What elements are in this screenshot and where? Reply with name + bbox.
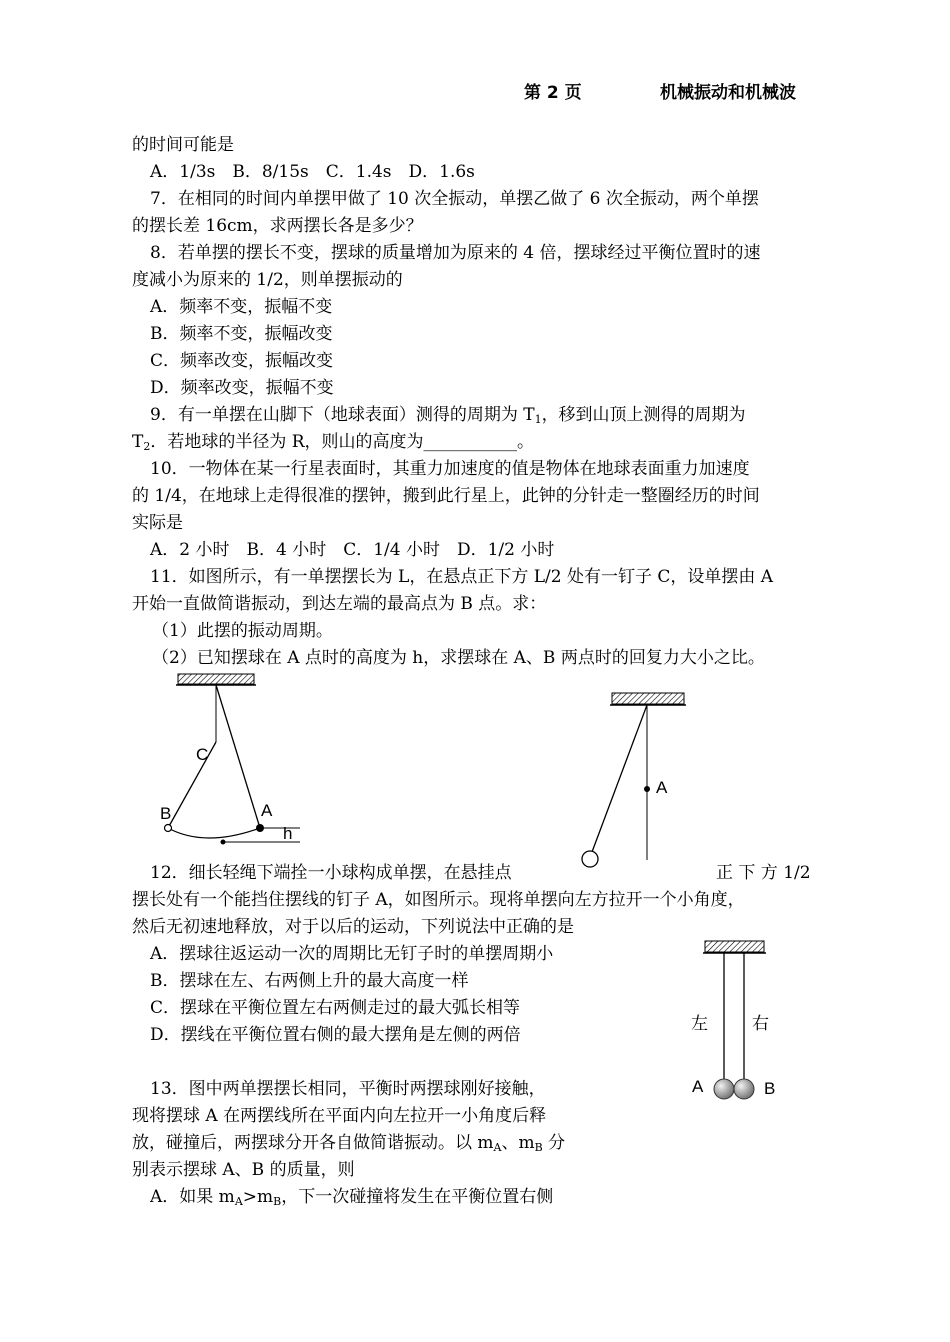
q12-line1b: 正 下 方 1/2 [716, 863, 811, 883]
ceiling-hatch [612, 693, 684, 704]
label-right: 右 [752, 1014, 769, 1034]
q11-line1: 11．如图所示，有一单摆摆长为 L，在悬点正下方 L/2 处有一钉子 C，设单摆由 A [150, 567, 774, 587]
q8-option-b: B．频率不变，振幅改变 [150, 324, 333, 344]
figure-pendulum-nail-a [575, 688, 695, 874]
label-ball-b: B [764, 1079, 776, 1098]
q7-line1: 7．在相同的时间内单摆甲做了 10 次全振动，单摆乙做了 6 次全振动，两个单摆 [150, 189, 759, 209]
q12-line3: 然后无初速地释放，对于以后的运动，下列说法中正确的是 [132, 917, 574, 937]
q12-option-c: C．摆球在平衡位置左右两侧走过的最大弧长相等 [150, 998, 521, 1018]
q9-line2: $T_2$．若地球的半径为 R，则山的高度为___________。 [132, 432, 535, 453]
ceiling-hatch [705, 941, 764, 952]
q11-line2: 开始一直做简谐振动，到达左端的最高点为 B 点。求： [132, 594, 547, 614]
swing-arc [168, 828, 260, 838]
q11-sub1: （1）此摆的振动周期。 [152, 621, 333, 641]
q12-option-b: B．摆球在左、右两侧上升的最大高度一样 [150, 971, 469, 991]
label-b: B [160, 804, 172, 823]
label-h: h [283, 824, 293, 843]
q12-option-d: D．摆线在平衡位置右侧的最大摆角是左侧的两倍 [150, 1025, 521, 1045]
nail-a [644, 786, 650, 792]
q13-line2: 现将摆球 A 在两摆线所在平面内向左拉开一小角度后释 [132, 1106, 547, 1126]
q7-line2: 的摆长差 16cm，求两摆长各是多少？ [132, 216, 423, 236]
string-to-a [216, 685, 260, 828]
q12-line2: 摆长处有一个能挡住摆线的钉子 A，如图所示。现将单摆向左方拉开一个小角度， [132, 890, 745, 910]
pendulum-bob [582, 851, 598, 867]
q8-option-d: D．频率改变，振幅不变 [150, 378, 334, 398]
q8-option-a: A．频率不变，振幅不变 [150, 297, 333, 317]
q13-option-a: A．如果 $m_A>m_B$，下一次碰撞将发生在平衡位置右侧 [150, 1187, 554, 1208]
q10-line2: 的 1/4，在地球上走得很准的摆钟，搬到此行星上，此钟的分针走一整圈经历的时间 [132, 486, 760, 506]
q10-line1: 10．一物体在某一行星表面时，其重力加速度的值是物体在地球表面重力加速度 [150, 459, 750, 479]
q13-line4: 别表示摆球 A、B 的质量，则 [132, 1160, 355, 1180]
label-left: 左 [691, 1014, 708, 1034]
ceiling-hatch [178, 674, 254, 684]
q10-options: A．2 小时 B．4 小时 C．1/4 小时 D．1/2 小时 [150, 540, 555, 560]
q8-line2: 度减小为原来的 1/2，则单摆振动的 [132, 270, 403, 290]
figure-pendulum-nail-c [150, 670, 320, 850]
q10-line3: 实际是 [132, 513, 183, 533]
q6-continuation: 的时间可能是 [132, 135, 234, 155]
q9-line1: 9．有一单摆在山脚下（地球表面）测得的周期为 $T_1$，移到山顶上测得的周期为 [150, 405, 746, 426]
ball-a [714, 1079, 734, 1099]
q11-sub2: （2）已知摆球在 A 点时的高度为 h，求摆球在 A、B 两点时的回复力大小之比。 [152, 648, 765, 668]
q13-line3: 放，碰撞后，两摆球分开各自做简谐振动。以 $m_A$、$m_B$ 分 [132, 1133, 566, 1154]
ball-b [734, 1079, 754, 1099]
label-nail-a: A [656, 778, 668, 797]
label-a: A [261, 801, 273, 820]
q8-line1: 8．若单摆的摆长不变，摆球的质量增加为原来的 4 倍，摆球经过平衡位置时的速 [150, 243, 761, 263]
chapter-title: 机械振动和机械波 [660, 83, 796, 103]
q12-option-a: A．摆球往返运动一次的周期比无钉子时的单摆周期小 [150, 944, 554, 964]
string-to-b [168, 742, 216, 828]
page-number: 第 2 页 [524, 83, 582, 103]
label-ball-a: A [692, 1077, 704, 1096]
string [592, 705, 647, 852]
point-b [165, 825, 172, 832]
q13-line1: 13．图中两单摆摆长相同，平衡时两摆球刚好接触， [150, 1079, 546, 1099]
q6-options: A．1/3s B．8/15s C．1.4s D．1.6s [150, 162, 475, 182]
q12-line1a: 12．细长轻绳下端拴一小球构成单摆，在悬挂点 [150, 863, 512, 883]
label-c: C [196, 745, 209, 764]
q8-option-c: C．频率改变，振幅改变 [150, 351, 334, 371]
